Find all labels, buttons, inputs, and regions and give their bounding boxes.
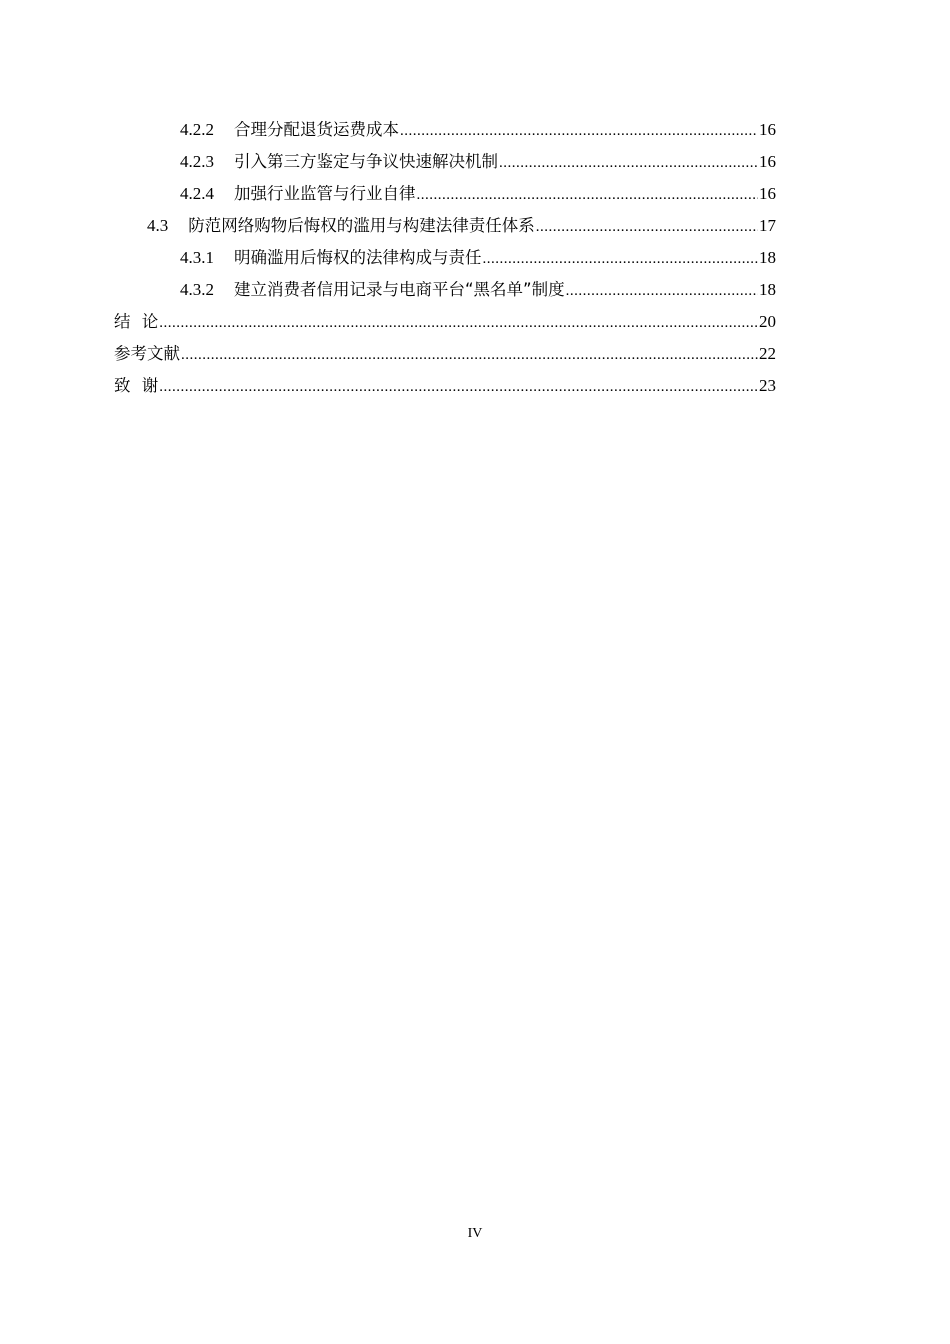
toc-entry-title	[114, 370, 158, 402]
toc-leader-dots	[159, 307, 758, 339]
toc-entry-number: 4.2.2	[180, 120, 214, 139]
toc-entry-acknowledgements[interactable]	[114, 370, 776, 402]
toc-leader-dots	[566, 275, 758, 307]
toc-leader-dots	[499, 147, 758, 179]
toc-entry-title: 明确滥用后悔权的法律构成与责任	[234, 248, 482, 267]
toc-entry-4-3-1[interactable]	[114, 242, 776, 274]
toc-entry-title: 引入第三方鉴定与争议快速解决机制	[234, 152, 498, 171]
table-of-contents	[114, 114, 776, 402]
toc-entry-page: 22	[759, 344, 776, 363]
toc-entry-page: 17	[759, 216, 776, 235]
toc-entry-4-2-4[interactable]	[114, 178, 776, 210]
toc-entry-title: 加强行业监管与行业自律	[234, 184, 416, 203]
toc-title-char: 论	[141, 312, 159, 331]
toc-entry-title	[114, 306, 158, 338]
toc-entry-number: 4.3	[147, 216, 169, 235]
toc-entry-page: 23	[759, 376, 776, 395]
toc-entry-page: 16	[759, 152, 776, 171]
toc-entry-4-2-2[interactable]	[114, 114, 776, 146]
toc-leader-dots	[159, 371, 758, 403]
toc-entry-page: 18	[759, 248, 776, 267]
toc-entry-number: 4.3.1	[180, 248, 214, 267]
toc-title-char: 致	[114, 376, 131, 395]
toc-leader-dots	[483, 243, 759, 275]
toc-entry-title: 参考文献	[114, 344, 180, 363]
toc-entry-page: 16	[759, 184, 776, 203]
toc-leader-dots	[417, 179, 759, 211]
toc-leader-dots	[400, 115, 758, 147]
toc-entry-page: 16	[759, 120, 776, 139]
toc-entry-number: 4.2.4	[180, 184, 214, 203]
toc-entry-conclusion[interactable]	[114, 306, 776, 338]
page-number: IV	[467, 1226, 483, 1241]
toc-entry-4-3-2[interactable]	[114, 274, 776, 306]
toc-leader-dots	[181, 339, 758, 371]
toc-title-char: 谢	[141, 376, 159, 395]
toc-entry-page: 18	[759, 280, 776, 299]
toc-entry-4-2-3[interactable]	[114, 146, 776, 178]
toc-entry-number: 4.3.2	[180, 280, 214, 299]
toc-leader-dots	[536, 211, 758, 243]
toc-entry-title: 防范网络购物后悔权的滥用与构建法律责任体系	[188, 216, 535, 235]
toc-title-char: 结	[114, 312, 131, 331]
toc-entry-page: 20	[759, 312, 776, 331]
toc-entry-title: 合理分配退货运费成本	[234, 120, 399, 139]
toc-entry-number: 4.2.3	[180, 152, 214, 171]
toc-entry-4-3[interactable]	[114, 210, 776, 242]
toc-entry-references[interactable]	[114, 338, 776, 370]
toc-entry-title: 建立消费者信用记录与电商平台“黑名单”制度	[234, 280, 565, 299]
